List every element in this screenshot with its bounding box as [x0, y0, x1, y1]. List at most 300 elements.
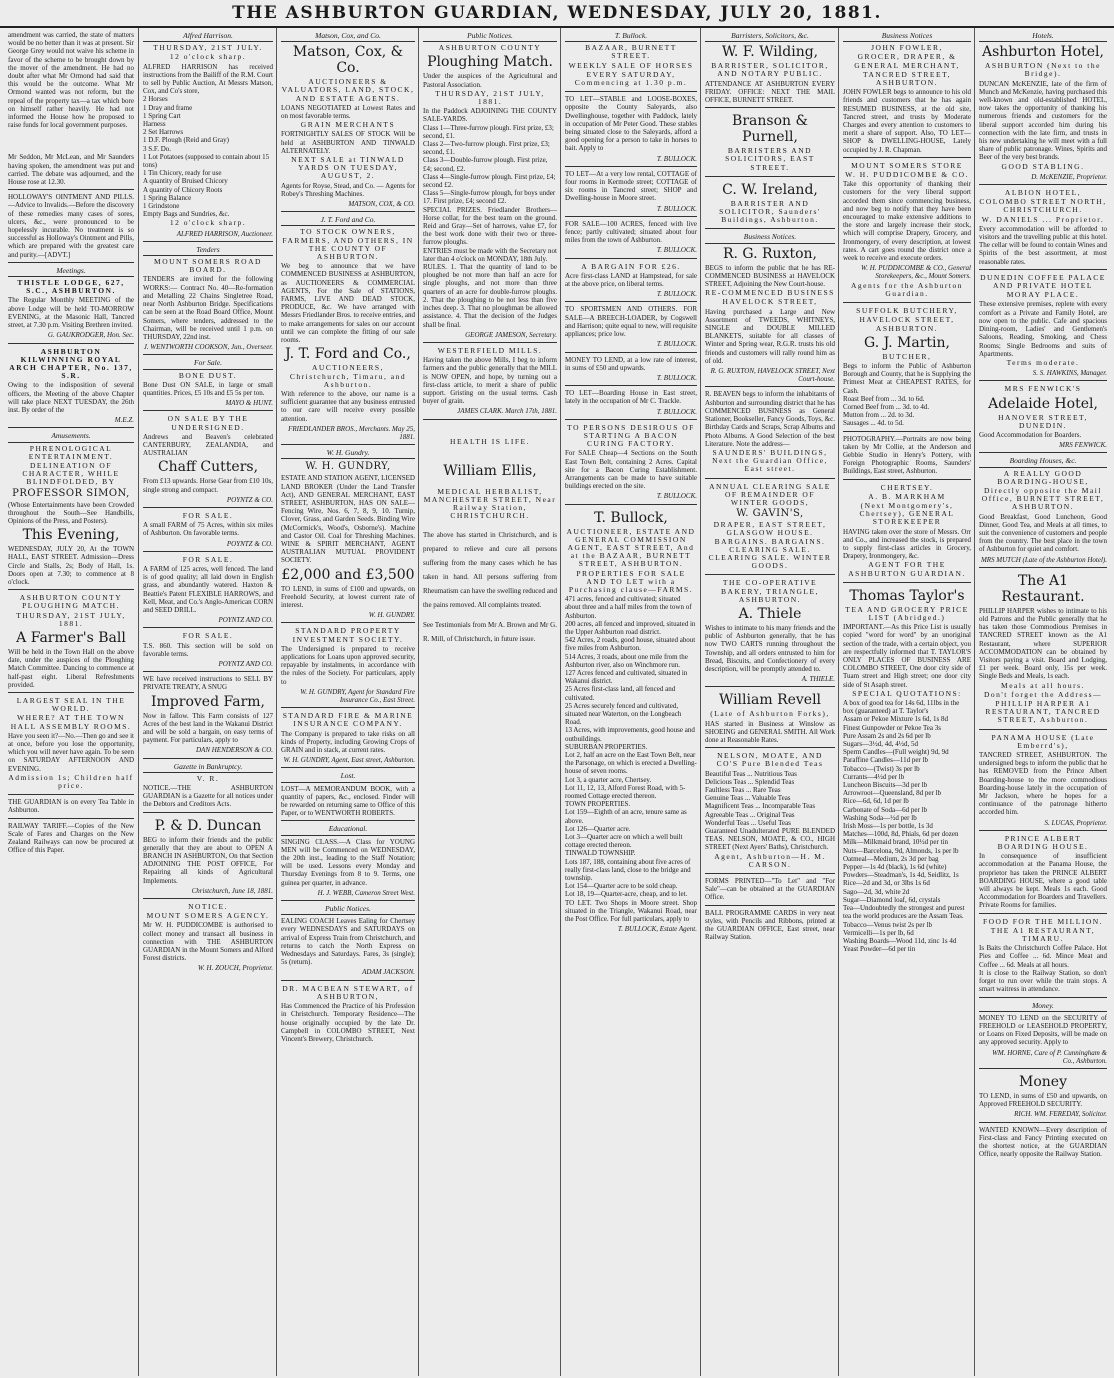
masthead — [0, 0, 1114, 28]
markham-body: HAVING taken over the store of Messrs. Orr and Co., and increased the stock, is prepared to supply first-class articles in Grocery, Drapery, Ironmongery, &c. — [843, 527, 971, 561]
boarding-body: TO LET—Boarding House in East street, lately in the occupation of Mr C. Trackle. — [565, 389, 697, 406]
notice-signature: W. H. ZOUCH, Proprietor. — [197, 964, 273, 973]
matson-signature: MATSON, COX, & CO. — [348, 200, 415, 209]
chaff-cutters-title: Chaff Cutters, — [157, 459, 259, 476]
duncan-signature: Christchurch, June 18, 1881. — [191, 886, 273, 895]
ploughing-classes: Class 1—Three-furrow plough. First prize, £3; second, £1. Class 2—Two-furrow plough. First prize, £3; second, £1. Class 3—Double-furrow plough. First prize, £4; second, £2. Class 4—Single-furrow plough. First prize, £4; second £2. Class 5—Single-furrow plough, for boys under 17. First prize, £4; second £2. — [423, 123, 556, 206]
food-body: Is Baits the Christchurch Coffee Palace. Hot Pies and Coffee ... 6d. Mince Meat and Coffee ... 6d. Meals at all hours. — [979, 944, 1107, 969]
on-sale-body: Andrews and Beaven's celebrated CANTERBURY, ZEALANDIA, and AUSTRALIAN — [143, 432, 273, 458]
gavin-clearing-sale — [705, 479, 835, 576]
ruxton-street: HAVELOCK STREET, — [722, 297, 818, 307]
bacon-factory-advert — [565, 420, 697, 505]
taylor-body: IMPORTANT.—As this Price List is usually copied "word for word" by an unoriginal section of the trade, with a certain object, you are respectfully informed that T. TAYLOR'S ONLY PLACES OF BUSINESS ARE COLOMBO STREET, One door city side of Tuam street and High street; one door city side of St Asaph street. — [843, 623, 971, 689]
duncan-advert — [143, 813, 273, 899]
puddicombe-signature: W. H. PUDDICOMBE & CO., General Storekeepers, &c., Mount Somers. — [861, 264, 971, 281]
ploughing-match-date: THURSDAY, 21ST JULY, 1881. — [16, 610, 126, 628]
coach-body: EALING COACH Leaves Ealing for Chertsey every WEDNESDAYS and SATURDAYS on arrival of Express Train from Christchurch, and returns to catch the North Express on Wednesdays and Saturdays. Fares, 3s (single); 5s (return). — [281, 917, 415, 967]
herbalist-subtitle: MEDICAL HERBALIST, MANCHESTER STREET, Near Railway Station, CHRISTCHURCH. — [423, 486, 557, 521]
insurance-title: STANDARD FIRE & MARINE INSURANCE COMPANY. — [282, 711, 414, 729]
parliament-report — [8, 28, 134, 190]
royal-cipher: V. R. — [196, 773, 220, 783]
this-evening-title: This Evening, — [22, 527, 120, 544]
for-sale-signature: POYNTZ AND CO. — [218, 616, 273, 625]
bargain-advert — [565, 259, 697, 303]
a1-meals: Meals at all hours. — [1001, 680, 1085, 690]
ireland-title: C. W. Ireland, — [722, 181, 818, 198]
forms-body: FORMS PRINTED—"To Let" and "For Sale"—can be obtained at the GUARDIAN Office. — [705, 877, 835, 902]
ploughing-special-prizes: SPECIAL PRIZES. Friedlander Brothers—Horse collar, for the best team on the ground. Reid and Gray—Set of harrows, value £7, for the best work done with their two or three-furrow ploughs. — [423, 205, 557, 247]
boarding-body: Good Breakfast, Good Luncheon, Good Dinner, Good Tea, and Meals at all times, to suit the convenience of customers and people from the country. The best place in the town of Ashburton for quiet and comfort. — [979, 512, 1107, 554]
cottage-body: TO LET—At a very low rental, COTTAGE of four rooms in Kermode street; COTTAGE of six rooms in Tancred street; SHOP and Dwelling-house in Moore street. — [565, 169, 697, 203]
for-sale-body: A small FARM of 75 Acres, within six miles of Ashburton. On favorable terms. — [143, 521, 273, 538]
singing-class-body: SINGING CLASS.—A Class for YOUNG MEN will be Commenced on WEDNESDAY, the 20th inst., leading to the Staff Notation; will be used. Lessons every Monday and Thursday Evenings from 8 to 9. Terms, one guinea per quarter, in advance. — [281, 837, 415, 887]
thiele-body: Wishes to intimate to his many friends and the public of Ashburton generally, that he has now TWO CARTS running throughout the Township, and all orders entrusted to him for Bread, Biscuits, and Confectionery of every description, will be promptly attended to. — [705, 623, 835, 673]
ploughing-heading: Ploughing Match. — [427, 54, 553, 71]
professor-name: PROFESSOR SIMON, — [12, 487, 130, 499]
printing-wanted-advert — [979, 1123, 1107, 1162]
fire-insurance-advert — [281, 708, 415, 768]
taylor-special-heading: SPECIAL QUOTATIONS: — [852, 688, 962, 698]
auction-signature: ALFRED HARRISON, Auctioneer. — [176, 229, 273, 238]
revell-advert — [705, 687, 835, 748]
auction-time-repeat: 12 o'clock sharp. — [169, 218, 247, 228]
for-sale-body: T.S. 860. This section will be sold on favorable terms. — [143, 641, 273, 658]
singing-class-signature: H. J. WEBB, Cameron Street West. — [317, 888, 415, 897]
boarding-signature: MRS MUTCH (Late of the Ashburton Hotel). — [980, 555, 1107, 564]
hotel-signature: D. McKENZIE, Proprietor. — [1031, 172, 1107, 181]
section-heading: Money. — [979, 1001, 1107, 1012]
improved-farm-body: Now in fallow. This Farm consists of 127 Acres of the best land in the Wakanui District and will be sold a bargain, on easy terms of payment. For particulars, apply to — [143, 711, 273, 745]
mount-somers-agency — [143, 899, 273, 976]
hotel-body: DUNCAN McKENZIE, late of the firm of Munch and McKenzie, having purchased this well-known and old-established HOTEL, now takes the opportunity of thanking his numerous friends and customers for the liberal support accorded him during his connection with the late firm, and trusts in his new undertaking he will meet with a full share of public patronage. Wines, Spirits and Beer of the very best brands. — [979, 79, 1107, 162]
matson-next-sale: NEXT SALE at TINWALD YARDS ON TUESDAY, AUGUST, 2. — [291, 155, 405, 181]
adelaide-address: HANOVER STREET, DUNEDIN. — [998, 412, 1088, 430]
gundry-money-body: TO LEND, in sums of £100 and upwards, on Freehold Security, at lowest current rate of interest. — [281, 584, 415, 609]
albion-title: ALBION HOTEL, — [1004, 188, 1082, 198]
sportsmen-body: TO SPORTSMEN AND OTHERS. FOR SALE—A BREECH-LOADER, by Cogswell and Harrison; quite equal to new, will requisite appliances; price low. — [565, 305, 697, 339]
ireland-subtitle: BARRISTER AND SOLICITOR, Saunders' Buildings, Ashburton. — [719, 198, 821, 225]
section-heading: Hotels. — [979, 31, 1107, 42]
revell-body: HAS started in Business at Winslow as SHOEING and GENERAL SMITH. All Work done at Reasonable Rates. — [705, 719, 835, 744]
albion-hotel-advert — [979, 185, 1107, 270]
nelson-body: Guaranteed Unadulterated PURE BLENDED TEAS. NELSON, MOATE, & CO., HIGH STREET (Next Ayers' Baths), Christchurch. — [705, 827, 835, 852]
fowler-body: JOHN FOWLER begs to announce to his old friends and customers that he has again RESUMED BUSINESS, at the old site, Tancred street, and trusts by Moderate Charges and every attention to customers to merit a share of support. Also, TO LET—SHOP & DWELLING-HOUSE, Lately occupied by J. R. Chapman. — [843, 88, 971, 154]
holloway-advert — [8, 190, 134, 263]
seal-title: LARGEST SEAL IN THE WORLD. — [16, 696, 126, 714]
section-heading: Meetings. — [8, 266, 134, 277]
for-sale-body: A FARM of 125 acres, well fenced. The land is of good quality; all laid down in English grass, and abundantly watered. Haxton & Beattie's Patent FLEXIBLE HARROWS, and Kell, Meat, and Co.'s Anglo-American CORN and SEED DRILL. — [143, 564, 273, 614]
ruxton-body: BEGS to inform the public that he has RE-COMMENCED BUSINESS at HAVELOCK STREET, Adjoining the New Court-house. — [705, 263, 835, 289]
coach-notice — [281, 901, 415, 981]
fereday-money-advert — [979, 1069, 1107, 1123]
food-title: FOOD FOR THE MILLION. — [982, 916, 1104, 926]
martin-title: G. J. Martin, — [864, 334, 950, 351]
food-body-end: It is close to the Railway Station, so don't forget to run over while the train stops. A smart waitress in attendance. — [979, 968, 1107, 994]
stable-body: TO LET—STABLE and LOOSE-BOXES, opposite the County Saleyards, also Dwellinghouse, together with Paddock, lately in occupation of Mr Peter Good. These stables being situated close to the Saleyards, afford a good opening for a person to take in horses to bait. Apply to — [565, 95, 697, 153]
notice-body: Mr W. H. PUDDICOMBE is authorised to collect money and transact all business in connection with THE ASHBURTON GUARDIAN in the Mount Somers and Alford Forest districts. — [143, 921, 273, 963]
lost-body: LOST—A MEMORANDUM BOOK, with a quantity of papers, &c., enclosed. Finder will be rewarded on returning same to Office of this Paper, or to WENTWORTH ROBERTS. — [281, 784, 415, 818]
column-5 — [560, 28, 701, 1376]
wilding-advert — [705, 28, 835, 108]
section-heading: Public Notices. — [281, 904, 415, 915]
panama-signature: S. LUCAS, Proprietor. — [1044, 818, 1107, 827]
gundry-signature: W. H. GUNDRY. — [368, 611, 415, 620]
dunedin-coffee-palace-advert — [979, 270, 1107, 381]
bone-dust-title: BONE DUST. — [178, 370, 238, 380]
railway-tariff-text: RAILWAY TARIFF.—Copies of the New Scale of Fares and Charges on the New Zealand Railways can now be procured at Office of this Paper. — [8, 821, 134, 855]
puddicombe-body: Take this opportunity of thanking their customers for the very liberal support accorded them since commencing business, and now beg to notify that they have been encouraged to make extensive additions to the store and largely increase their stock, which will comprise Drapery, Grocery, and Ironmongery, of every description, at lowest rates. A cart goes round the district once a week to receive and execute orders. — [843, 180, 971, 263]
stable-signature: T. BULLOCK. — [656, 154, 697, 163]
ploughing-signature: GEORGE JAMESON, Secretary. — [465, 330, 557, 339]
wilding-subtitle: BARRISTER, SOLICITOR, AND NOTARY PUBLIC. — [711, 61, 829, 79]
ruxton-title: R. G. Ruxton, — [722, 245, 817, 262]
ford-signature: FRIEDLANDER BROS., Merchants. May 25, 1881. — [288, 424, 415, 441]
fenwick-heading: MRS FENWICK'S — [1004, 384, 1082, 394]
ford-advert — [281, 212, 415, 445]
column-8 — [974, 28, 1111, 1376]
ruxton-stock: Having purchased a Large and New Assortment of TWEEDS, WHITNEYS, SINGLE and DOUBLE MILLED BLANKETS, suitable for all classes of Winter and Spring wear, R.G.R. trusts his old friends and customers will rally round him as of old. — [705, 307, 835, 365]
matson-cox-advert — [281, 28, 415, 212]
dunedin-title: DUNEDIN COFFEE PALACE AND PRIVATE HOTEL — [980, 272, 1106, 291]
section-heading: Boarding Houses, &c. — [979, 456, 1107, 467]
improved-farm-signature: DAN HENDERSON & CO. — [196, 746, 273, 755]
gundry-advert — [281, 445, 415, 623]
boarding-house-to-let — [565, 386, 697, 420]
adelaide-signature: MRS FENWICK. — [1059, 441, 1107, 450]
prince-albert-advert — [979, 831, 1107, 914]
ford-body: We beg to announce that we have COMMENCED BUSINESS at ASHBURTON, as AUCTIONEERS & COMMERCIAL AGENTS, For the Sale of STATIONS, FARMS, LIVE AND DEAD STOCK, PRODUCE, &c. We have arranged with Messrs Friedlander Bros. to receive entries, and to make arrangements for sales on our account until we can complete the fitting of our sale rooms. — [281, 262, 415, 345]
a1-title: The A1 Restaurant. — [1001, 572, 1085, 605]
lost-section — [281, 768, 415, 821]
bakery-title: THE CO-OPERATIVE BAKERY, TRIANGLE, ASHBURTON. — [721, 578, 819, 604]
photography-body: PHOTOGRAPHY.—Portraits are now being taken by Mr Collie, at the Anderson and Gebbie Studio in Henry's Pottery, with Foreign Photographic Rooms, Saunders' Buildings, East street, Ashburton. — [843, 434, 971, 476]
section-heading: Business Notices. — [705, 232, 835, 243]
this-evening-body: WEDNESDAY, JULY 20, At the TOWN HALL, EAST STREET. Admission—Dress Circle and Stalls, 2s; Body of Hall, 1s. Doors open at 7.30; to commence at 8 o'clock. — [8, 545, 134, 586]
society-signature: W. H. GUNDRY, Agent for Standard Fire Insurance Co., East Street. — [300, 687, 415, 704]
auction-items: 2 Horses 1 Dray and frame 1 Spring Cart Harness 2 Set Harrows 1 D.F. Plough (Reid and Gray) 3 S.F. Do. 1 Lot Potatoes (supposed to contain about 15 tons) 1 Tin Chicory, ready for use A quantity of Bruised Chicory A quantity of Chicory Roots 1 Spring Balance 1 Grindstone Empty Bags and Sundries, &c. — [143, 95, 270, 219]
prince-albert-body: In consequence of insufficient accommodation at the Panama House, the proprietor has taken the PRINCE ALBERT BOARDING HOUSE, where a good table will always be kept. Meals 1s each. Good Accommodation for Boarders and Travellers. Private Rooms for families. — [979, 852, 1107, 910]
butchery-title: SUFFOLK BUTCHERY, — [856, 306, 958, 316]
amusements-section — [8, 428, 134, 590]
wilding-title: W. F. Wilding, — [721, 44, 819, 61]
guardian-notice-text: THE GUARDIAN is on every Tea Table in Ashburton. — [8, 798, 134, 815]
section-heading: Educational. — [281, 824, 415, 835]
fereday-body: TO LEND, in sums of £50 and upwards, on Approved FREEHOLD SECURITY. — [979, 1091, 1107, 1109]
section-heading: For Sale. — [143, 358, 273, 369]
phrenology-title: PHRENOLOGICAL ENTERTAINMENT. — [28, 443, 114, 461]
tenders-section — [143, 242, 273, 355]
seal-subtitle: WHERE? AT THE TOWN HALL ASSEMBLY ROOMS. — [10, 713, 132, 731]
bargain-title: A BARGAIN FOR £26. — [581, 261, 681, 271]
acres-for-sale — [565, 217, 697, 259]
store-title: MOUNT SOMERS STORE — [851, 160, 963, 170]
thiele-advert — [705, 575, 835, 687]
road-board-body: TENDERS are invited for the following WORKS:— Contract No. 40—Re-formation and Metalling 22 Chains Singletree Road, near North Ashburton Bridge. Specifications can be seen at the Road Board Office, Mount Somers, where tenders, addressed to the Chairman, will be received until 1 p.m. on THURSDAY, 22nd inst. — [143, 275, 273, 341]
martin-butchery-advert — [843, 303, 971, 431]
ploughing-date: THURSDAY, 21ST JULY, 1881. — [435, 88, 545, 107]
martin-body: Begs to inform the Public of Ashburton Borough and County, that he is Supplying the Primest Meat at CHEAPEST RATES, for Cash. — [843, 361, 971, 395]
gavin-title: W. GAVIN'S, — [736, 508, 804, 520]
money-to-lend — [565, 353, 697, 387]
adelaide-body: Good Accommodation for Boarders. — [979, 430, 1082, 439]
thiele-signature: A. THIELE. — [801, 675, 835, 684]
cottage-signature: T. BULLOCK. — [656, 204, 697, 213]
masthead-title: THE ASHBURTON GUARDIAN, WEDNESDAY, JULY 20, 1881. — [232, 3, 882, 23]
road-board-title: MOUNT SOMERS ROAD BOARD. — [154, 257, 262, 275]
a1-restaurant-advert — [979, 568, 1107, 730]
gundry-money: £2,000 and £3,500 — [281, 566, 415, 583]
butchery-address: HAVELOCK STREET, ASHBURTON. — [859, 315, 955, 333]
albion-address: COLOMBO STREET NORTH, CHRISTCHURCH. — [979, 197, 1107, 215]
fowler-subtitle: GROCER, DRAPER, & GENERAL MERCHANT, — [854, 52, 960, 70]
gazette-section — [143, 759, 273, 813]
boarding-house-advert — [979, 453, 1107, 567]
property-society-advert — [281, 623, 415, 708]
report-text: amendment was carried, the state of matters would be no better than it was at present. Sir George Grey would not waive his scheme in favor of the scheme to be brought down by the mover of the amendment. He had no doubt after what Mr Ormond had said that this would be the outcome. What Mr Ormond wanted was not reform, but the repeal of the property tax—a tax which bore on himself rather heavily. He had not informed the House how he proposed to raise funds for local government purposes. — [8, 31, 134, 130]
ploughing-title: ASHBURTON COUNTY — [438, 43, 542, 53]
doctor-body: Has Commenced the Practice of his Profession in Christchurch. Temporary Residence—The house originally occupied by the late Dr. Campbell in COLOMBO STREET, Next Vincent's Brewery, Christchurch. — [281, 1002, 415, 1043]
money-body: MONEY TO LEND, at a low rate of interest, in sums of £50 and upwards. — [565, 355, 697, 372]
suburban-list: SUBURBAN PROPERTIES. Lot 2, half an acre on the East Town Belt, near the Parsonage, on which is erected a Dwelling-house of seven rooms. Lot 3, a quarter acre, Chertsey. Lot 11, 12, 13, Alford Forest Road, with 5-roomed Cottage erected thereon. — [565, 742, 697, 801]
ford-subtitle: AUCTIONEERS, Christchurch, Timaru, and Ashburton. — [289, 363, 407, 389]
beaven-body: R. BEAVEN begs to inform the inhabitants of Ashburton and surrounding district that he has COMMENCED BUSINESS as General Stationer, Bookseller, Fancy Goods, Toys, &c. Birthday Cards and Scraps, Scrap Albums and Photo Albums. A Good Selection of the best Literature. Note the address— — [705, 390, 835, 448]
section-heading: W. H. Gundry. — [281, 448, 415, 459]
improved-farm-advert — [143, 672, 273, 758]
for-sale-section — [143, 355, 273, 411]
section-heading: Lost. — [281, 771, 415, 782]
revell-subtitle: (Late of Ashburton Forks), — [710, 709, 830, 719]
section-heading: Matson, Cox, and Co. — [281, 31, 415, 42]
a1-signature: PHILLIP HARPER A1 RESTAURANT, TANCRED STREET, Ashburton. — [985, 699, 1101, 725]
seal-advert — [8, 693, 134, 795]
printing-body: WANTED KNOWN—Every description of First-class and Fancy Printing executed on the shortest notice, at the GUARDIAN Office, nearly opposite the Railway Station. — [979, 1125, 1107, 1159]
improved-farm-lead: WE have received instructions to SELL BY PRIVATE TREATY, A SNUG — [143, 675, 273, 692]
health-title: HEALTH IS LIFE. — [450, 436, 530, 446]
acres-signature: T. BULLOCK. — [656, 246, 697, 255]
martin-subtitle: BUTCHER, — [882, 351, 932, 361]
auction-body: ALFRED HARRISON has received instructions from the Bailiff of the R.M. Court to sell by Public Auction, At Messrs Matson, Cox, and Co's store, — [143, 62, 273, 96]
fereday-signature: RICH. WM. FEREDAY, Solicitor. — [1014, 1110, 1107, 1119]
gazette-body: NOTICE.—THE ASHBURTON GUARDIAN is a Gazette for all notices under the Debtors and Creditors Acts. — [143, 784, 273, 809]
ploughing-match-advert — [423, 28, 557, 343]
bullock-properties-heading: PROPERTIES FOR SALE AND TO LET with a Purchasing clause—FARMS. — [568, 568, 694, 594]
taylor-quotation-list: A box of good tea for 14s 6d, 11lbs in the box (guaranteed) at T. Taylor's Assam or Pekoe Mixture 1s 6d, 1s 8d Finest Gunpowder or Pekoe Tea 3s Pure Assam 2s and 2s 6d per lb Sugars—3½d, 4d, 4½d, 5d Sperm Candles—(Full weight) 9d, 9d Paraffine Candles—11d per lb Tobacco—(Twist) 3s per lb Currants—4½d per lb Luncheon Biscuits—3d per lb Arrowroot—Queensland, 8d per lb Rice—6d, 6d, 1d per lb Carbonate of Soda—6d per lb Washing Soda—½d per lb Irish Moss—1s per bottle, 1s 3d Matches—100d, 8d, Phials, 6d per dozen Milk—Milkmaid brand, 10½d per tin Nuts—Barcelona, 9d, Almonds, 1s per lb Oatmeal—Medium, 2s 3d per bag Pepper—1s 4d (black), 1s 6d (white) Powders—Steadman's, 1s 4d, Seidlitz, 1s Rice—2d and 3d, or 3lbs 1s 6d Sago—2d, 3d, white 2d Sugar—Diamond loaf, 6d, crystals Tea—Undoubtedly the strongest and purest tea the world produces are the Assam Teas. Tobacco—Venus twist 2s per lb Vermicelli—1s per lb, 6d Washing Boards—Wood 11d, zinc 1s 4d Yeast Powder—6d per tin — [843, 699, 965, 954]
markham-advert — [843, 480, 971, 583]
a1-body: PHILLIP HARPER wishes to intimate to his old Patrons and the Public generally that he has taken those Commodious Premises in TANCRED STREET known as the A1 Restaurant, where SUPERIOR ACCOMMODATION can be obtained by Visitors paying a visit. Board and Lodging, £1 per week. Board only, 15s per week. Single Beds and Meals, 1s each. — [979, 606, 1107, 681]
notice-title: NOTICE. — [188, 902, 228, 912]
ploughing-subtitle: Under the auspices of the Agricultural and Pastoral Association. — [423, 72, 557, 89]
for-sale-title: FOR SALE. — [182, 631, 234, 641]
ireland-advert — [705, 177, 835, 230]
thistle-lodge-body: The Regular Monthly MEETING of the above Lodge will be held TO-MORROW EVENING, at the Masonic Hall, Tancred street, at 7.30 p.m. Visiting Brethren invited. — [8, 296, 134, 330]
bargain-body: Acre first-class LAND at Hampstead, for sale at the above price, on liberal terms. — [565, 271, 697, 289]
column-grid — [4, 28, 1110, 1376]
holloway-text: HOLLOWAY'S OINTMENT AND PILLS.—Advice to Invalids.—Before the discovery of these remedies many cases of sores, ulcers, &c., were pronounced to be hopelessly incurable. No treatment is so successful as Holloway's Ointment and Pills, which are prepared with the greatest care and purity.—[ADVT.] — [8, 193, 134, 259]
column-7 — [838, 28, 975, 1376]
photography-advert — [843, 432, 971, 480]
report-text-end: Mr Seddon, Mr McLean, and Mr Saunders having spoken, the amendment was put and carried. The debate was adjourned, and the House rose at 12.30. — [8, 153, 134, 187]
ploughing-entries: ENTRIES must be made with the Secretary not later than 4 o'clock on MONDAY, 18th July. — [423, 246, 557, 263]
revell-title: William Revell — [718, 692, 822, 709]
taylor-price-list — [843, 583, 971, 957]
boarding-subtitle: Directly opposite the Mail Office, BURNETT STREET, ASHBURTON. — [981, 485, 1105, 512]
bone-dust-body: Bone Dust ON SALE, in large or small quantities. Prices, £5 10s and £5 5s per ton. — [143, 380, 273, 397]
bullock-title: T. Bullock, — [594, 509, 668, 526]
shops-to-let: TO LET. Two Shops in Moore street. Shop situated in the Triangle, Wakanui Road, near the Post Office. For full particulars, apply to — [565, 898, 697, 924]
town-list: TOWN PROPERTIES. Lot 159—Eighth of an acre, tenure same as above. Lot 126—Quarter acre. Lot 3—Quarter acre on which a well built cottage erected thereon. — [565, 800, 687, 850]
phrenology-body: (Whose Entertainments have been Crowded throughout the South—See Handbills, Opinions of the Press, and Posters). — [8, 500, 134, 525]
guardian-notice — [8, 795, 134, 818]
branson-title: Branson & Purnell, — [732, 113, 808, 146]
bacon-body: For SALE Cheap—4 Sections on the South East Town Belt, containing 2 Acres. Capital site for a Bacon Curing Establishment. Arrangements can be made to have suitable buildings erected on the site. — [565, 449, 697, 491]
hotel-title: Ashburton Hotel, — [982, 44, 1104, 61]
society-title: STANDARD PROPERTY INVESTMENT SOCIETY. — [292, 626, 404, 644]
nelson-agent: Agent, Ashburton—H. M. CARSON. — [714, 851, 826, 869]
railway-tariff-notice — [8, 819, 134, 858]
sportsmen-advert — [565, 302, 697, 352]
harrison-auction — [143, 28, 273, 242]
doctor-notice — [281, 981, 415, 1046]
dunedin-address: MORAY PLACE. — [1006, 290, 1080, 300]
nelson-teas-advert — [705, 748, 835, 874]
bargain-signature: T. BULLOCK. — [656, 290, 697, 299]
chaff-cutters-signature: POYNTZ & CO. — [226, 495, 273, 504]
matson-agents: Agents for Royse, Stead, and Co. — Agents for Robey's Threshing Machines. — [281, 181, 415, 198]
doctor-title: DR. MACBEAN STEWART, of ASHBURTON, — [282, 983, 414, 1001]
fowler-address: TANCRED STREET, ASHBURTON. — [862, 69, 951, 88]
section-heading: Alfred Harrison. — [143, 31, 273, 42]
mills-title: WESTERFIELD MILLS. — [437, 345, 543, 355]
nelson-tea-list: Beautiful Teas ... Nutritious Teas Delicious Teas ... Splendid Teas Faultless Teas ... Rare Teas Genuine Teas ... Valuable Teas Magnificent Teas ... Incomparable Teas Agreeable Teas ... Original Teas Wonderful Teas ... Useful Teas — [705, 769, 816, 827]
albion-proprietor: W. DANIELS ... Proprietor. — [981, 214, 1105, 224]
road-board-signature: J. WENTWORTH COOKSON, Jun., Overseer. — [143, 343, 273, 352]
section-heading: Public Notices. — [423, 31, 557, 42]
herbalist-name: William Ellis, — [443, 462, 537, 479]
for-sale-signature: POYNTZ & CO. — [226, 539, 273, 548]
improved-farm-title: Improved Farm, — [150, 693, 266, 710]
food-subtitle: THE A1 RESTAURANT, TIMARU. — [990, 925, 1096, 944]
chaff-cutters-body: From £13 upwards. Horse Gear from £10 10s, single strong and compact. — [143, 477, 273, 494]
duncan-title: P. & D. Duncan — [154, 817, 262, 834]
section-heading: Gazette in Bankruptcy. — [143, 762, 273, 773]
kilwinning-signature: M.E.Z. — [114, 416, 134, 425]
gundry-body: ESTATE AND STATION AGENT, LICENSED LAND BROKER (Under the Land Transfer Act), AND GENERAL MERCHANT, EAST STREET, ASHBURTON, HAS ON SALE— Fencing Wire, Nos. 6, 7, 8, 9, 10. Turnip, Clover, Grass, and Garden Seeds. Binding Wire (McCormick's, Wood's, Osborne's). Machine and Castor Oil. Coal for Threshing Machines. WINE & SPIRIT MERCHANT, AGENT AUSTRALIAN MUTUAL PROVIDENT SOCIETY. — [281, 474, 415, 565]
auction-date: THURSDAY, 21ST JULY. — [153, 43, 263, 53]
fowler-title: JOHN FOWLER, — [871, 43, 943, 53]
ploughing-rules: RULES. 1. That the quantity of land to be ploughed be not more than half an acre for single ploughs, and not more than three quarters of an acre for double-furrow ploughs. 2. That the ploughing to be not less than five inches deep. 3. That no ploughman be allowed assistance. 4. That the decision of the Judges shall be final. — [423, 263, 557, 329]
ruxton-subtitle: RE-COMMENCED BUSINESS — [705, 288, 835, 298]
matson-title: Matson, Cox, & Co. — [292, 44, 404, 77]
column-4 — [418, 28, 561, 1376]
kilwinning-title: ASHBURTON KILWINNING ROYAL ARCH CHAPTER, No. 137, S.R. — [9, 346, 133, 381]
matson-loans: LOANS NEGOTIATED at Lowest Rates and on most favorable terms. — [281, 103, 415, 121]
puddicombe-name: W. H. PUDDICOMBE & CO. — [845, 170, 969, 180]
bazaar-advert — [565, 28, 697, 92]
money-signature: T. BULLOCK. — [656, 373, 697, 382]
ball-programme-notice — [705, 906, 835, 945]
bullock-signature: T. BULLOCK, Estate Agent. — [617, 925, 697, 934]
section-heading: Barristers, Solicitors, &c. — [705, 31, 835, 42]
albion-body: Every accommodation will be afforded to visitors and the travelling public at this hotel. The cellar will be found to contain Wines and Spirits of the best assortment, at most reasonable rates. — [979, 224, 1107, 266]
matson-grain: GRAIN MERCHANTS — [300, 120, 396, 130]
forms-printed-notice — [705, 874, 835, 906]
ploughing-match-title: ASHBURTON COUNTY PLOUGHING MATCH. — [19, 593, 123, 611]
column-1 — [4, 28, 138, 1376]
hotel-subtitle: ASHBURTON (Next to the Bridge). — [985, 61, 1101, 79]
bullock-properties — [565, 505, 697, 937]
westerfield-mills-advert — [423, 343, 557, 420]
weekly-sale-title: WEEKLY SALE OF HORSES — [568, 60, 694, 70]
seal-body: Have you seen it?—No.—Then go and see it at once, before you lose the opportunity, which you will never have again. To be seen on SATURDAY AFTERNOON AND EVENING. — [8, 731, 134, 773]
seal-admission: Admission 1s; Children half price. — [8, 772, 134, 791]
money-section — [979, 998, 1107, 1069]
column-6 — [700, 28, 839, 1376]
for-sale-3 — [143, 628, 273, 672]
society-body: The Undersigned is prepared to receive applications for Loans upon approved security, repayable by instalments, in accordance with the rules of the Society. For particulars, apply to — [281, 644, 415, 686]
thiele-title: A. Thiele — [738, 605, 802, 622]
panama-body: TANCRED STREET, ASHBURTON. The undersigned begs to inform the public that he has REMOVED from the Prince Albert Boarding-house to the more commodious Boarding-house lately in the occupation of Mr Jackson, where he hopes for a continuance of the patronage hitherto accorded him. — [979, 751, 1107, 817]
matson-sales: FORTNIGHTLY SALES OF STOCK Will be held at ASHBURTON AND TINWALD ALTERNATELY. — [281, 130, 415, 155]
farmers-ball-advert — [8, 590, 134, 693]
markham-agent: AGENT FOR THE ASHBURTON GUARDIAN. — [848, 560, 966, 578]
bazaar-title: BAZAAR, BURNETT STREET. — [585, 43, 677, 61]
kilwinning-notice — [8, 344, 134, 429]
insurance-body: The Company is prepared to take risks on all kinds of Property, including Growing Crops of GRAIN and in stack, at current rates. — [281, 729, 415, 755]
dunedin-terms: Terms moderate. — [1006, 357, 1080, 367]
adelaide-title: Adelaide Hotel, — [988, 395, 1098, 412]
for-sale-1 — [143, 508, 273, 552]
ruxton-advert — [705, 229, 835, 387]
meat-price-list: Roast Beef from ... 3d. to 6d. Corned Beef from ... 3d. to 4d. Mutton from ... 2d. to 3d. Sausages ... 4d. to 5d. — [843, 394, 930, 428]
clearing-sale-title: ANNUAL CLEARING SALE OF REMAINDER OF WINTER GOODS, — [709, 481, 831, 507]
kilwinning-body: Owing to the indisposition of several officers, the Meeting of the above Chapter will take place NEXT TUESDAY, the 26th inst. By order of the — [8, 381, 134, 414]
food-for-million-advert — [979, 914, 1107, 998]
ploughing-venue: In the Paddock ADJOINING THE COUNTY SALE-YARDS. — [423, 107, 557, 124]
puddicombe-agents: Agents for the Ashburton Guardian. — [850, 280, 964, 298]
chertsey-title: CHERTSEY. — [880, 482, 934, 492]
section-heading: Business Notices — [843, 31, 971, 42]
prince-albert-title: PRINCE ALBERT BOARDING HOUSE. — [997, 833, 1089, 852]
thistle-lodge-signature: G. GAUKRODGER, Hon. Sec. — [47, 331, 134, 340]
herbalist-advert — [423, 420, 557, 649]
dunedin-signature: S. S. HAWKINS, Manager. — [1032, 369, 1107, 378]
cottage-to-let — [565, 167, 697, 217]
for-sale-title: FOR SALE. — [182, 510, 234, 520]
gundry-title: W. H. GUNDRY, — [305, 461, 391, 473]
ford-intro: TO STOCK OWNERS, FARMERS, AND OTHERS, IN THE COUNTY OF ASHBURTON. — [282, 227, 414, 262]
auction-time: 12 o'clock sharp. — [169, 52, 247, 62]
bacon-title: TO PERSONS DESIROUS OF STARTING A BACON CURING FACTORY. — [567, 422, 695, 449]
bullock-subtitle: AUCTIONEER, ESTATE AND GENERAL COMMISSION AGENT, EAST STREET, And at the BAZAAR, BURNETT STREET, ASHBURTON. — [566, 526, 696, 569]
column-2 — [138, 28, 277, 1376]
bacon-signature: T. BULLOCK. — [656, 492, 697, 501]
insurance-signature: W. H. GUNDRY, Agent, East street, Ashburton. — [283, 756, 415, 765]
chaff-cutters-advert — [143, 411, 273, 508]
matson-subtitle: AUCTIONEERS & VALUATORS, LAND, STOCK, AND ESTATE AGENTS. — [281, 77, 415, 103]
branson-subtitle: BARRISTERS AND SOLICITORS, EAST STREET. — [725, 146, 815, 172]
boarding-title: A REALLY GOOD BOARDING-HOUSE, — [997, 468, 1089, 486]
adelaide-hotel-advert — [979, 381, 1107, 453]
section-heading: J. T. Ford and Co. — [281, 215, 415, 226]
section-heading: Amusements. — [8, 431, 134, 442]
taylor-subtitle: TEA AND GROCERY PRICE LIST (Abridged.) — [845, 604, 969, 622]
money-lend-signature: WM. HORNE, Care of P. Cunningham & Co., Ashburton. — [992, 1048, 1107, 1065]
beaven-advert — [705, 387, 835, 478]
on-sale-title: ON SALE BY THE UNDERSIGNED. — [167, 414, 249, 432]
wilding-body: ATTENDANCE AT ASHBURTON EVERY FRIDAY. OFFICE: NEXT THE MAIL OFFICE, BURNETT STREET. — [705, 79, 835, 105]
dunedin-body: These extensive premises, replete with every comfort as a Private and Family Hotel, are now open to the public. Cafe and spacious Dining-room, Ladies' and Gentlemen's Saloons, Reading, Smoking, and Chess Rooms; Single Bedrooms and suits of Apartments. — [979, 300, 1107, 358]
nelson-title: NELSON, MOATE, AND CO'S Pure Blended Teas — [716, 751, 824, 769]
